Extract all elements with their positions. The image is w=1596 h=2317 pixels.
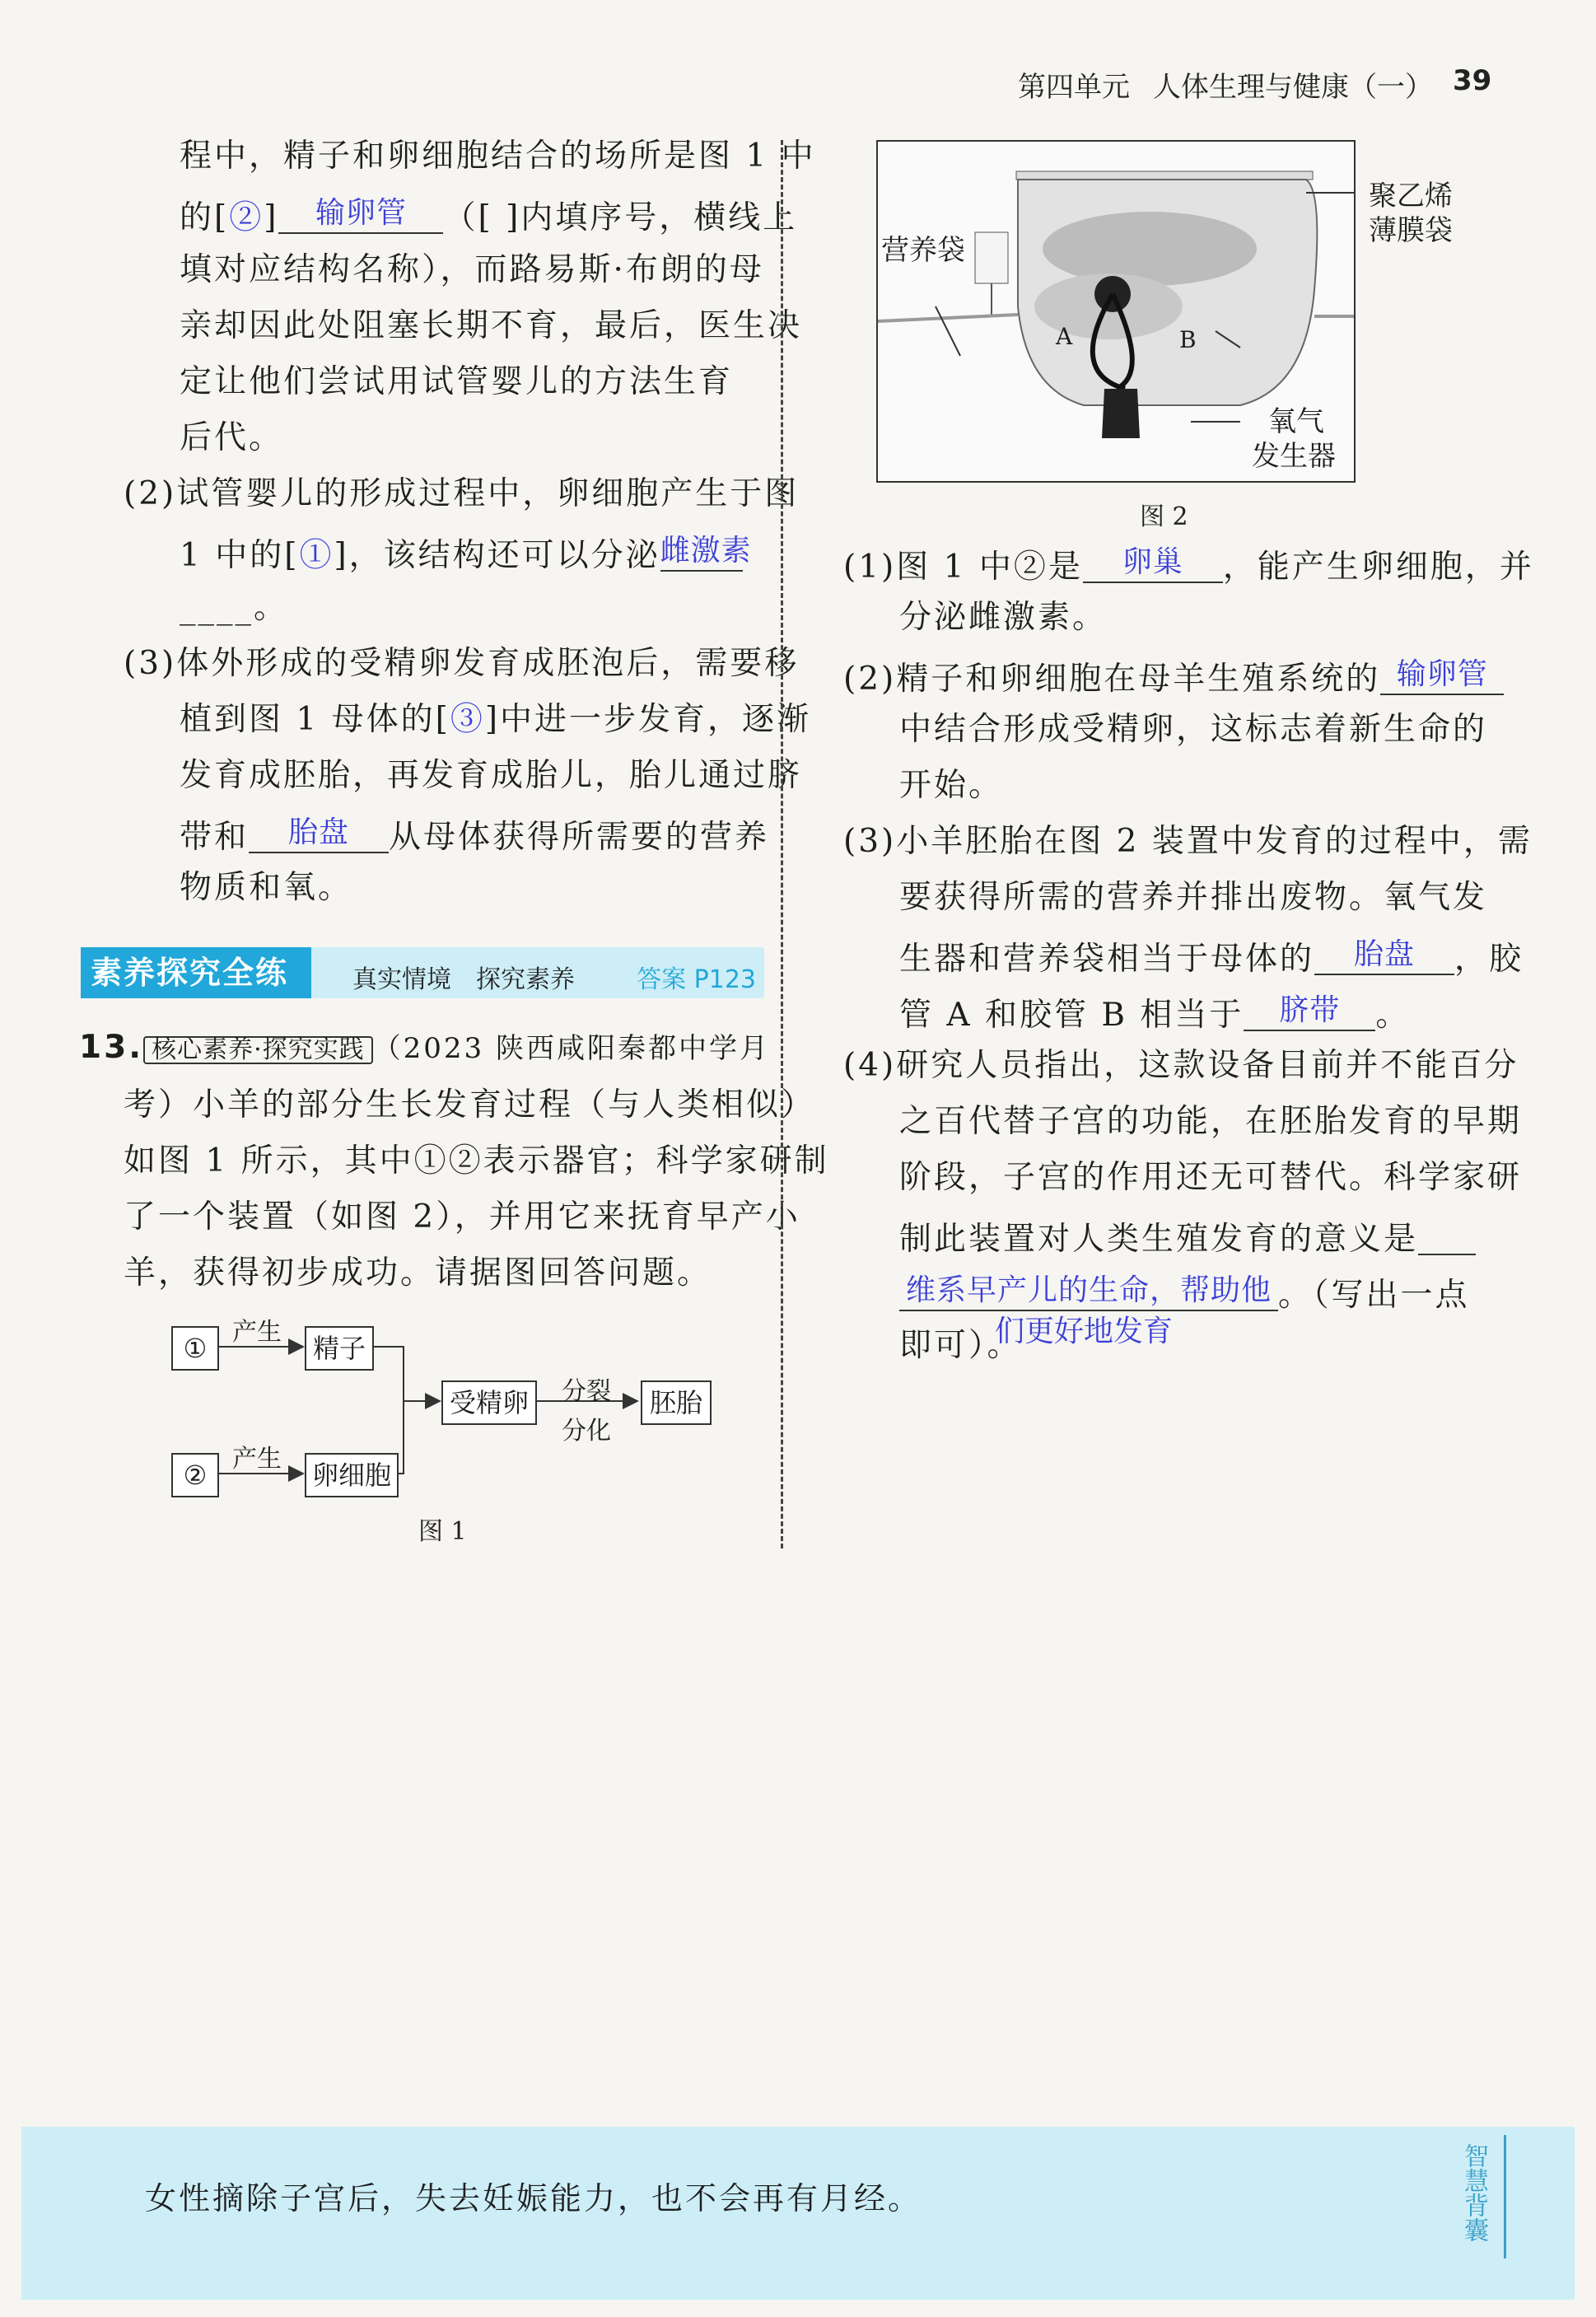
differentiate-label: 分化 bbox=[562, 1417, 611, 1446]
figure-1-caption: 图 1 bbox=[418, 1517, 467, 1546]
r4-line-3: 阶段，子宫的作用还无可替代。科学家研 bbox=[899, 1159, 1523, 1196]
produce-label-1: 产生 bbox=[232, 1318, 282, 1347]
r2-line-2: 中结合形成受精卵，这标志着新生命的 bbox=[899, 711, 1488, 748]
q13-line-4: 了一个装置（如图 2），并用它来抚育早产小 bbox=[124, 1198, 800, 1236]
r4-line-2: 之百代替子宫的功能，在胚胎发育的早期 bbox=[899, 1103, 1523, 1140]
q3-line-4: 带和 胎盘 从母体获得所需要的营养 bbox=[180, 815, 770, 856]
left-line-3: 填对应结构名称），而路易斯·布朗的母 bbox=[180, 251, 764, 288]
r1-line-1: (1)图 1 中②是 卵巢 ，能产生卵细胞，并 bbox=[843, 545, 1534, 586]
tip-side-label: 智慧背囊 bbox=[1459, 2143, 1488, 2242]
q3-line-3: 发育成胚胎，再发育成胎儿，胎儿通过脐 bbox=[180, 757, 803, 794]
column-divider bbox=[781, 140, 783, 1549]
banner-title: 素养探究全练 bbox=[81, 947, 311, 998]
label-film-bag-2: 薄膜袋 bbox=[1369, 214, 1453, 247]
q2-line-3: ____。 bbox=[180, 589, 289, 626]
egg-box: 卵细胞 bbox=[305, 1453, 399, 1497]
answer-ovary: 卵巢 bbox=[1122, 545, 1183, 579]
r1-line-2: 分泌雌激素。 bbox=[899, 599, 1108, 636]
r4-line-4: 制此装置对人类生殖发育的意义是 bbox=[899, 1217, 1476, 1255]
q13-line-5: 羊，获得初步成功。请据图回答问题。 bbox=[124, 1254, 712, 1292]
answer-placenta-2: 胎盘 bbox=[1354, 937, 1416, 971]
tip-side-bar bbox=[1504, 2135, 1506, 2259]
divide-label: 分裂 bbox=[562, 1377, 611, 1406]
header-unit: 第四单元 bbox=[1018, 71, 1130, 104]
left-line-1: 程中，精子和卵细胞结合的场所是图 1 中 bbox=[180, 138, 816, 175]
r4-line-1: (4)研究人员指出，这款设备目前并不能百分 bbox=[843, 1047, 1519, 1084]
q3-line-1: (3)体外形成的受精卵发育成胚泡后，需要移 bbox=[124, 645, 800, 682]
embryo-box: 胚胎 bbox=[641, 1380, 712, 1425]
label-oxygen-1: 氧气 bbox=[1268, 405, 1324, 438]
left-line-4: 亲却因此处阻塞长期不育，最后，医生决 bbox=[180, 307, 803, 344]
r3-line-3: 生器和营养袋相当于母体的 胎盘 ，胶 bbox=[899, 937, 1524, 978]
zygote-box: 受精卵 bbox=[441, 1380, 537, 1425]
header-title: 人体生理与健康（一） bbox=[1153, 71, 1433, 104]
tip-footer bbox=[21, 2127, 1575, 2300]
r3-line-4: 管 A 和胶管 B 相当于 脐带 。 bbox=[899, 993, 1411, 1034]
r3-line-1: (3)小羊胚胎在图 2 装置中发育的过程中，需 bbox=[843, 823, 1533, 860]
q13-number: 13. bbox=[79, 1029, 144, 1066]
label-film-bag-1: 聚乙烯 bbox=[1369, 180, 1453, 213]
left-line-6: 后代。 bbox=[180, 419, 284, 456]
left-line-2: 的[②] 输卵管 （[ ]内填序号，横线上 bbox=[180, 196, 798, 236]
sperm-box: 精子 bbox=[305, 1326, 374, 1371]
organ-2-box: ② bbox=[171, 1453, 219, 1497]
q13-line-1: 13. 核心素养·探究实践 （2023 陕西咸阳秦都中学月 bbox=[79, 1029, 770, 1066]
section-banner bbox=[81, 947, 764, 998]
tip-text: 女性摘除子宫后，失去妊娠能力，也不会再有月经。 bbox=[145, 2180, 922, 2217]
q3-line-5: 物质和氧。 bbox=[180, 869, 353, 906]
answer-oviduct-2: 输卵管 bbox=[1396, 657, 1488, 691]
r4-line-6: 即可）。 bbox=[899, 1327, 1022, 1364]
produce-label-2: 产生 bbox=[232, 1445, 282, 1474]
answer-estrogen: 雌激素 bbox=[660, 534, 752, 568]
answer-placenta: 胎盘 bbox=[288, 815, 350, 849]
r2-line-1: (2)精子和卵细胞在母羊生殖系统的 输卵管 bbox=[843, 657, 1504, 695]
label-tube-b: B bbox=[1179, 326, 1197, 353]
r2-line-3: 开始。 bbox=[899, 767, 1004, 804]
q2-line-2: 1 中的[①]，该结构还可以分泌雌激素 bbox=[180, 534, 752, 574]
left-line-5: 定让他们尝试用试管婴儿的方法生育 bbox=[180, 363, 734, 400]
q3-line-2: 植到图 1 母体的[③]中进一步发育，逐渐 bbox=[180, 701, 812, 738]
figure-2-caption: 图 2 bbox=[1140, 502, 1188, 531]
r3-line-2: 要获得所需的营养并排出废物。氧气发 bbox=[899, 879, 1488, 916]
banner-answer-ref: 答案 P123 bbox=[637, 965, 756, 994]
answer-significance-2: 们更好地发育 bbox=[995, 1315, 1174, 1348]
label-nutrient-bag: 营养袋 bbox=[881, 234, 965, 267]
q13-line-3: 如图 1 所示，其中①②表示器官；科学家研制 bbox=[124, 1142, 829, 1180]
organ-1-box: ① bbox=[171, 1326, 219, 1371]
answer-significance-1: 维系早产儿的生命，帮助他 bbox=[905, 1273, 1272, 1307]
answer-umbilical-cord: 脐带 bbox=[1279, 993, 1341, 1027]
q2-line-1: (2)试管婴儿的形成过程中，卵细胞产生于图 bbox=[124, 475, 800, 512]
page-number: 39 bbox=[1453, 64, 1492, 97]
r4-line-5: 维系早产儿的生命，帮助他 。（写出一点 bbox=[899, 1273, 1470, 1311]
q13-tag: 核心素养·探究实践 bbox=[143, 1036, 373, 1064]
banner-subtitle: 真实情境 探究素养 bbox=[352, 965, 575, 994]
label-tube-a: A bbox=[1056, 323, 1073, 350]
q13-line-2: 考）小羊的部分生长发育过程（与人类相似） bbox=[124, 1086, 816, 1123]
answer-oviduct: 输卵管 bbox=[315, 196, 407, 230]
label-oxygen-2: 发生器 bbox=[1252, 440, 1336, 473]
